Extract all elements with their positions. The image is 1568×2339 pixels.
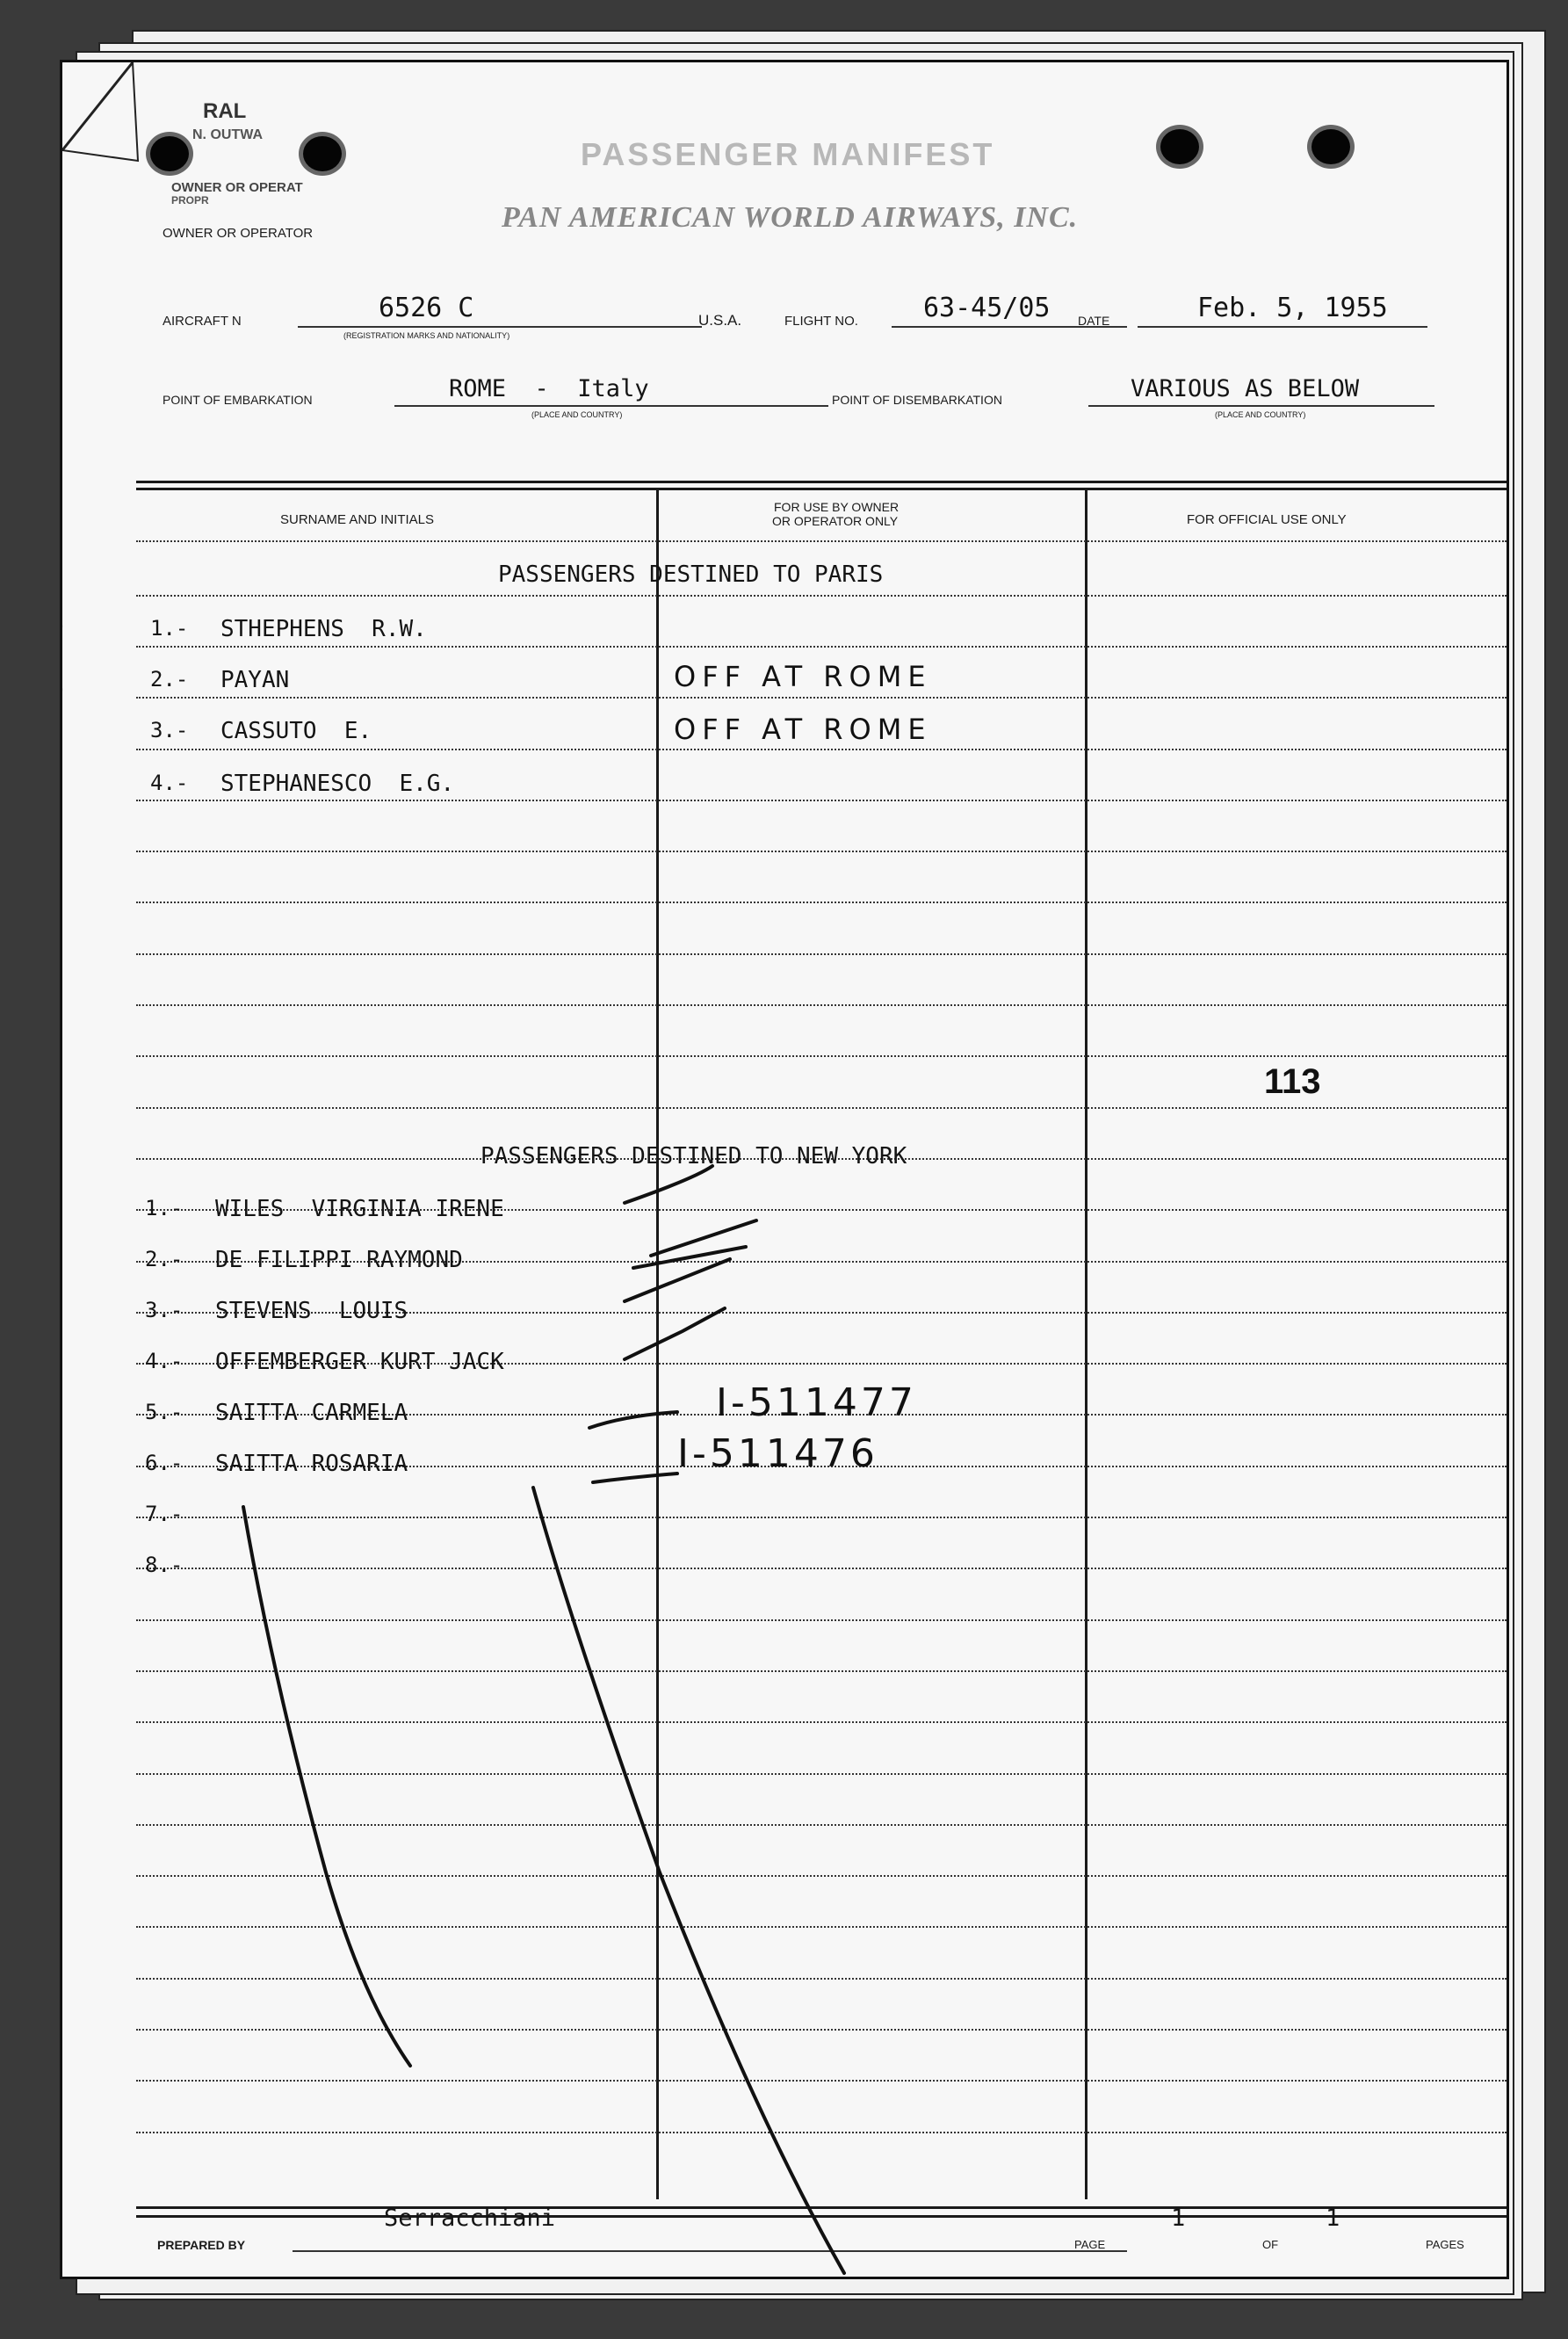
disembark-underline [1088,405,1434,407]
row-rule [136,1107,1507,1109]
passenger-name: STEPHANESCO E.G. [220,771,455,797]
stamp-line-4: PROPR [171,194,209,206]
passenger-name: STHEPHENS R.W. [220,616,427,642]
row-rule [136,749,1507,750]
row-rule [136,1978,1507,1980]
page-value: 1 [1171,2205,1186,2232]
passenger-name: DE FILIPPI RAYMOND [215,1247,463,1273]
table-bottom-rule-2 [136,2215,1507,2218]
aircraft-value: 6526 C [379,293,474,323]
row-rule [136,1004,1507,1006]
row-rule [136,1670,1507,1672]
embark-caption: (PLACE AND COUNTRY) [531,410,623,419]
prepared-by-label: PREPARED BY [157,2238,246,2252]
paris-section-heading: PASSENGERS DESTINED TO PARIS [498,561,884,588]
owner-note: OFF AT ROME [674,660,932,693]
punch-hole [303,136,342,171]
manifest-page [60,60,1509,2279]
row-number: 7.- [145,1502,184,1526]
row-number: 4.- [150,771,189,795]
col-header-surname: SURNAME AND INITIALS [280,512,435,527]
passenger-name: OFFEMBERGER KURT JACK [215,1349,504,1375]
date-underline [1138,326,1427,328]
row-rule [136,1568,1507,1569]
passenger-name: WILES VIRGINIA IRENE [215,1196,504,1222]
row-rule [136,1824,1507,1826]
prepared-by-value: Serracchiani [384,2205,556,2232]
row-number: 2.- [145,1247,184,1271]
owner-note: I-511477 [716,1380,917,1425]
owner-note: I-511476 [677,1431,878,1476]
column-divider-1 [656,488,659,2199]
row-rule [136,697,1507,699]
of-value: 1 [1326,2205,1340,2232]
disembark-caption: (PLACE AND COUNTRY) [1215,410,1306,419]
flight-label: FLIGHT NO. [784,314,858,329]
date-value: Feb. 5, 1955 [1197,293,1388,323]
row-number: 1.- [150,616,189,641]
prepared-by-underline [293,2250,1127,2252]
row-rule [136,2029,1507,2031]
row-number: 6.- [145,1451,184,1475]
aircraft-caption: (REGISTRATION MARKS AND NATIONALITY) [343,331,510,340]
disembark-label: POINT OF DISEMBARKATION [832,393,1002,407]
table-bottom-rule [136,2206,1507,2209]
embark-label: POINT OF EMBARKATION [163,393,313,407]
stamp-line-2: N. OUTWA [192,127,263,142]
table-top-rule [136,481,1507,483]
row-rule [136,1619,1507,1621]
row-rule [136,1055,1507,1057]
pages-label: PAGES [1426,2238,1464,2251]
row-rule [136,2080,1507,2082]
official-number: 113 [1264,1062,1321,1101]
new-york-section-heading: PASSENGERS DESTINED TO NEW YORK [481,1143,907,1170]
row-number: 8.- [145,1553,184,1577]
row-rule [136,902,1507,903]
page-title: PASSENGER MANIFEST [581,136,995,172]
row-number: 3.- [145,1298,184,1322]
column-divider-2 [1085,488,1087,2199]
col-header-official: FOR OFFICIAL USE ONLY [1187,512,1347,527]
owner-operator-label: OWNER OR OPERATOR [163,226,314,241]
row-rule [136,1721,1507,1723]
row-number: 2.- [150,667,189,692]
stamp-line-3: OWNER OR OPERAT [171,180,303,195]
passenger-name: CASSUTO E. [220,718,372,744]
country-label: U.S.A. [698,312,742,329]
flight-value: 63-45/05 [923,293,1051,323]
disembark-value: VARIOUS AS BELOW [1131,375,1360,402]
row-rule [136,851,1507,852]
owner-note: OFF AT ROME [674,713,932,746]
row-rule [136,646,1507,648]
of-label: OF [1262,2238,1279,2251]
punch-hole [1311,129,1350,164]
company-name: PAN AMERICAN WORLD AIRWAYS, INC. [502,201,1079,234]
row-number: 3.- [150,718,189,742]
row-rule [136,2132,1507,2133]
passenger-name: SAITTA CARMELA [215,1400,408,1426]
stamp-line-1: RAL [203,99,247,123]
row-rule [136,800,1507,801]
row-rule [136,953,1507,955]
passenger-name: STEVENS LOUIS [215,1298,408,1324]
date-label: DATE [1078,314,1110,328]
binding-marks [62,62,98,941]
aircraft-label: AIRCRAFT N [163,314,242,329]
embark-underline [394,405,828,407]
row-rule [136,1773,1507,1775]
page-label: PAGE [1074,2238,1106,2251]
punch-hole [150,136,189,171]
row-rule [136,540,1507,542]
col-header-owner-2: OR OPERATOR ONLY [772,514,899,528]
aircraft-underline [298,326,702,328]
row-rule [136,595,1507,597]
row-rule [136,1926,1507,1928]
row-rule [136,1875,1507,1877]
col-header-owner-1: FOR USE BY OWNER [774,500,900,514]
row-number: 5.- [145,1400,184,1424]
row-number: 4.- [145,1349,184,1373]
row-number: 1.- [145,1196,184,1220]
embark-value: ROME - Italy [449,375,649,402]
punch-hole [1160,129,1199,164]
passenger-name: PAYAN [220,667,290,693]
passenger-name: SAITTA ROSARIA [215,1451,408,1477]
row-rule [136,1517,1507,1518]
table-top-rule-2 [136,488,1507,490]
